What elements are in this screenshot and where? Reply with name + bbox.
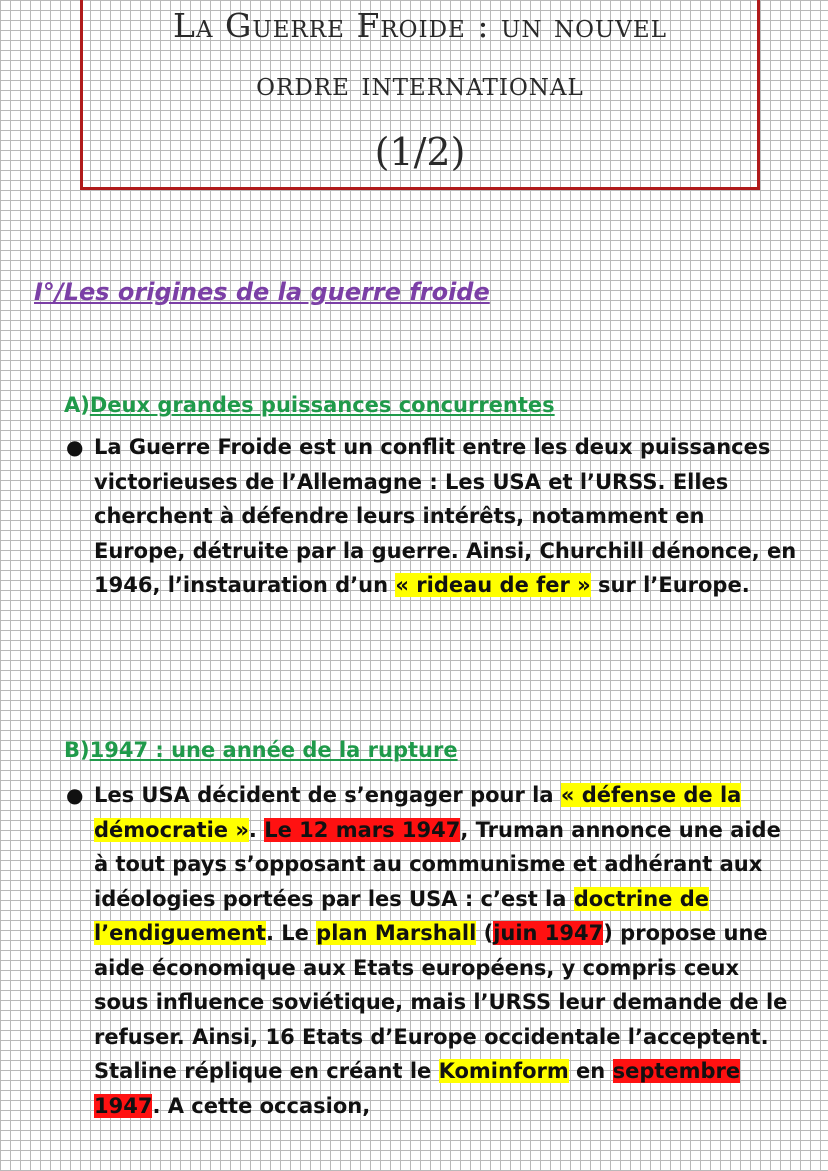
highlight-yellow: « rideau de fer » [395, 573, 591, 597]
paragraph-a [66, 430, 800, 603]
section-heading: I°/Les origines de la guerre froide [34, 278, 490, 306]
text-span: . A cette occasion, [152, 1093, 371, 1118]
text-span: La Guerre Froide est un conflit entre les deux puissances victorieuses de l’Allemagne : Les USA et l’URSS. Elles cherchent à défendre leurs intérêts, notamment en Europe, détruite par la guerre. Ainsi, Churchill dénonce, en 1946, l’instauration d’un [94, 435, 797, 597]
highlight-red: Le 12 mars 1947 [264, 817, 461, 842]
highlight-yellow: plan Marshall [316, 921, 477, 945]
text-span: , Truman annonce une aide à tout pays s’opposant au communisme et adhérant aux idéologies portées par les USA : c’est la [94, 817, 781, 911]
bullet-icon: ● [66, 435, 84, 459]
title-line-2: ordre international [256, 64, 584, 103]
subheading-b [64, 738, 458, 762]
subheading-a [64, 393, 555, 417]
subheading-b-label: B) [64, 738, 90, 762]
highlight-red: septembre 1947 [94, 1059, 741, 1118]
text-span: Les USA décident de s’engager pour la [94, 783, 561, 807]
highlight-yellow: « défense de la démocratie » [94, 783, 742, 842]
text-span: ) propose une aide économique aux Etats européens, y compris ceux sous influence soviétique, mais l’URSS leur demande de le refuser. Ainsi, 16 Etats d’Europe occidentale l’acceptent. Staline réplique en créant le [94, 921, 788, 1083]
title-part-number: (1/2) [374, 130, 466, 174]
subheading-a-label: A) [64, 393, 90, 417]
highlight-yellow: doctrine de l’endiguement [94, 886, 710, 945]
subheading-b-text: 1947 : une année de la rupture [89, 738, 458, 762]
highlight-yellow: Kominform [438, 1059, 569, 1083]
text-span: . [248, 817, 265, 842]
subheading-a-text: Deux grandes puissances concurrentes [89, 393, 555, 417]
title-line-1: La Guerre Froide : un nouvel [173, 6, 667, 45]
text-span: sur l’Europe. [590, 573, 750, 597]
bullet-icon: ● [66, 783, 84, 807]
title-box [80, 0, 760, 190]
text-span: en [568, 1059, 613, 1083]
highlight-red: juin 1947 [493, 921, 604, 945]
text-span: . Le [265, 921, 317, 945]
paragraph-b [66, 778, 800, 1123]
text-span: ( [476, 921, 494, 945]
